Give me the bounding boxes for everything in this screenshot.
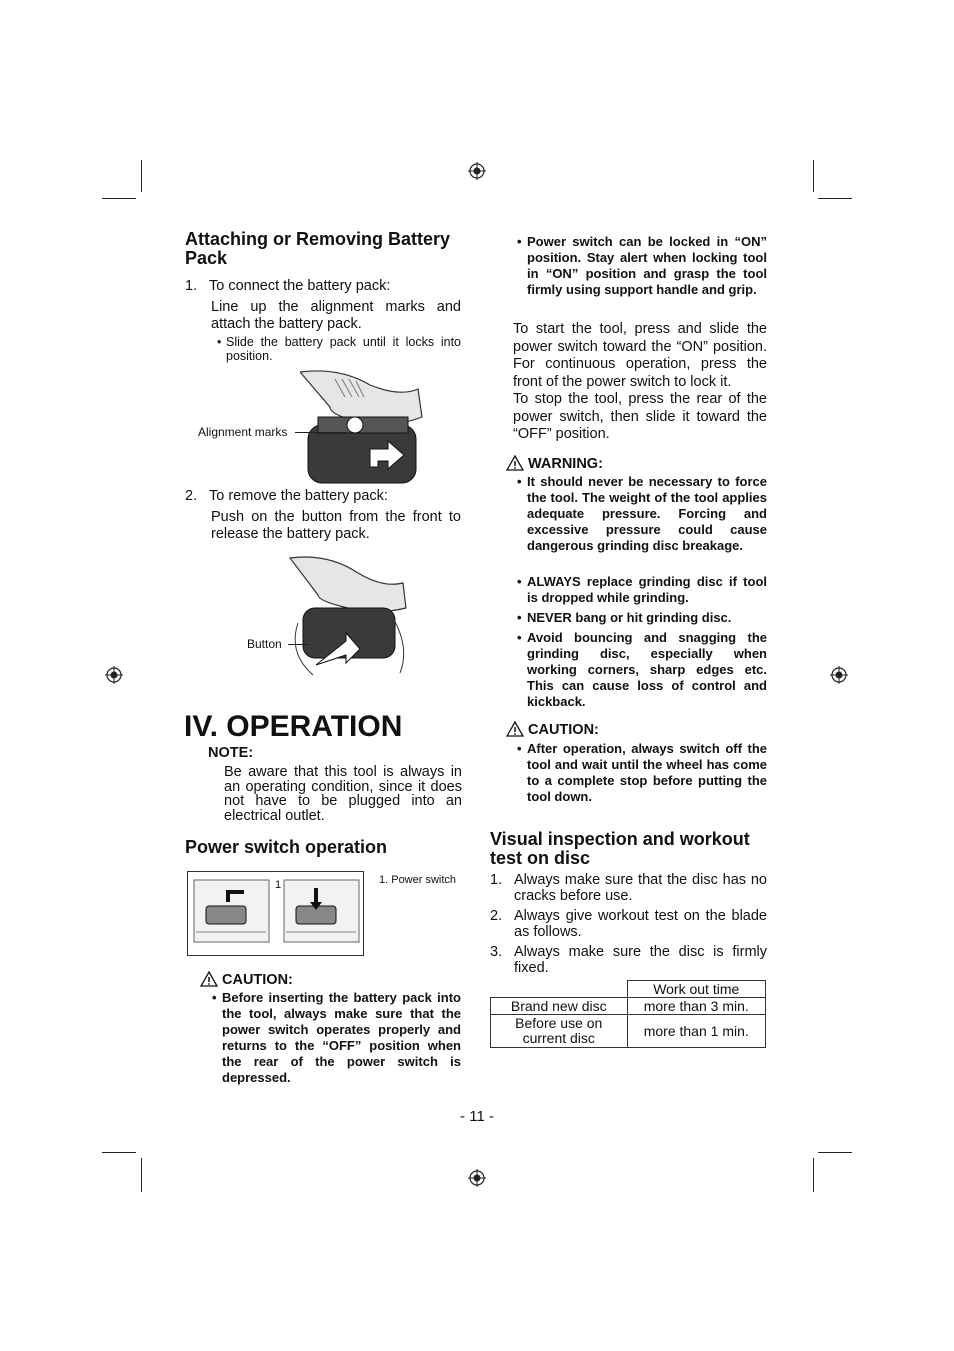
crop-mark xyxy=(102,1152,136,1153)
visual-item-text: Always make sure that the disc has no cracks before use. xyxy=(514,872,767,904)
crop-mark xyxy=(102,198,136,199)
warning-triangle-icon xyxy=(506,455,524,471)
crop-mark xyxy=(818,1152,852,1153)
battery-attach-illustration xyxy=(300,367,425,485)
switch-callout-number: 1 xyxy=(275,879,282,891)
warning-bullet: • It should never be necessary to force the tool. The weight of the tool applies adequate pressure. Forcing and excessive pressure could cause dangerous grinding disc breakage. xyxy=(517,474,767,553)
button-label: Button xyxy=(247,637,282,651)
visual-item-number: 3. xyxy=(490,944,503,960)
visual-inspection-heading: Visual inspection and workout test on disc xyxy=(490,829,750,868)
caution-heading-left: CAUTION: xyxy=(222,972,293,989)
warning-bullet: • ALWAYS replace grinding disc if tool is dropped while grinding. xyxy=(517,574,767,605)
start-text: To start the tool, press and slide the power switch toward the “ON” position. For continuous operation, press the front of the power switch to lock it. xyxy=(513,321,767,390)
caution-heading-right: CAUTION: xyxy=(528,722,599,739)
registration-mark-icon xyxy=(830,666,848,684)
lock-on-bullet: • Power switch can be locked in “ON” position. Stay alert when locking tool in “ON” position and grasp the tool firmly using support handle and grip. xyxy=(517,234,767,297)
table-header-cell: Work out time xyxy=(627,981,766,998)
step2-text: Push on the button from the front to release the battery pack. xyxy=(211,509,461,542)
table-cell: Before use on current disc xyxy=(491,1015,628,1048)
workout-time-table xyxy=(490,980,766,1048)
table-row xyxy=(491,998,766,1015)
visual-item-text: Always give workout test on the blade as follows. xyxy=(514,908,767,940)
leader-line xyxy=(288,644,310,645)
warning-triangle-icon xyxy=(200,971,218,987)
crop-mark xyxy=(141,160,142,192)
step2-number: 2. xyxy=(185,488,198,504)
table-cell: more than 1 min. xyxy=(627,1015,766,1048)
caution-bullet-left: • Before inserting the battery pack into the tool, always make sure that the power switch operates properly and returns to the “OFF” position when the rear of the power switch is depressed. xyxy=(212,990,461,1085)
registration-mark-icon xyxy=(105,666,123,684)
crop-mark xyxy=(813,1158,814,1192)
registration-mark-icon xyxy=(468,162,486,180)
step2-title: To remove the battery pack: xyxy=(209,488,388,504)
table-cell: more than 3 min. xyxy=(627,998,766,1015)
table-cell: Brand new disc xyxy=(491,998,628,1015)
table-corner-cell xyxy=(491,981,628,998)
operation-heading: IV. OPERATION xyxy=(184,710,403,743)
warning-triangle-icon xyxy=(506,721,524,737)
note-text: Be aware that this tool is always in an operating condition, since it does not have to be plugged into an electrical outlet. xyxy=(224,764,462,824)
visual-item-number: 2. xyxy=(490,908,503,924)
crop-mark xyxy=(813,160,814,192)
warning-bullet: • NEVER bang or hit grinding disc. xyxy=(517,610,732,625)
step1-number: 1. xyxy=(185,278,198,294)
step1-bullet: • Slide the battery pack until it locks into position. xyxy=(217,335,461,363)
step1-title: To connect the battery pack: xyxy=(209,278,391,294)
stop-text: To stop the tool, press the rear of the power switch, then slide it toward the “OFF” position. xyxy=(513,391,767,442)
visual-item-number: 1. xyxy=(490,872,503,888)
leader-line xyxy=(295,432,345,433)
table-row xyxy=(491,1015,766,1048)
registration-mark-icon xyxy=(468,1169,486,1187)
page-number: - 11 - xyxy=(460,1108,494,1125)
power-switch-heading: Power switch operation xyxy=(185,837,388,857)
visual-item-text: Always make sure the disc is firmly fixed. xyxy=(514,944,767,976)
caution-bullet-right: • After operation, always switch off the tool and wait until the wheel has come to a complete stop before putting the tool down. xyxy=(517,741,767,804)
crop-mark xyxy=(141,1158,142,1192)
battery-remove-illustration xyxy=(288,553,410,678)
warning-heading: WARNING: xyxy=(528,456,603,473)
crop-mark xyxy=(818,198,852,199)
power-switch-caption: 1. Power switch xyxy=(379,874,457,886)
battery-section-heading: Attaching or Removing Battery Pack xyxy=(185,229,451,268)
note-label: NOTE: xyxy=(208,745,254,761)
warning-bullet: • Avoid bouncing and snagging the grinding disc, especially when working corners, sharp edges etc. This can cause loss of control and kickback. xyxy=(517,630,767,709)
alignment-marks-label: Alignment marks xyxy=(198,425,288,439)
step1-text: Line up the alignment marks and attach the battery pack. xyxy=(211,299,461,332)
